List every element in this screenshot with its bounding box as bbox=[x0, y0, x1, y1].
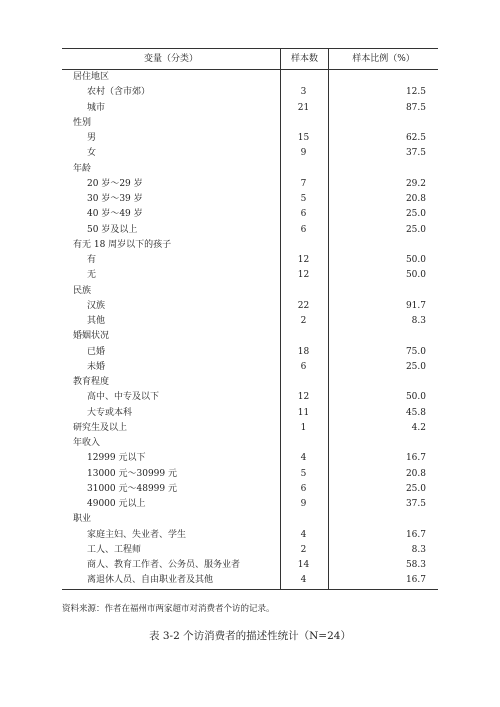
table-row bbox=[62, 238, 438, 253]
table-row bbox=[62, 558, 438, 573]
sample-count-cell: 6 bbox=[281, 360, 329, 375]
table-header-row bbox=[62, 49, 438, 70]
subcategory-label: 有 bbox=[87, 255, 97, 266]
sample-count-cell bbox=[281, 375, 329, 390]
sample-count-cell: 22 bbox=[281, 299, 329, 314]
subcategory-label: 20 岁～29 岁 bbox=[87, 178, 143, 189]
subcategory-label: 其他 bbox=[87, 316, 106, 327]
table-row bbox=[62, 162, 438, 177]
sample-percent-cell: 50.0 bbox=[405, 255, 426, 266]
table-row bbox=[62, 146, 438, 161]
table-row bbox=[62, 85, 438, 100]
subcategory-label: 30 岁～39 岁 bbox=[87, 194, 143, 205]
table-row bbox=[62, 375, 438, 390]
subcategory-label: 离退休人员、自由职业者及其他 bbox=[62, 573, 281, 589]
table-row bbox=[62, 482, 438, 497]
sample-percent-cell bbox=[328, 375, 438, 390]
category-label: 教育程度 bbox=[73, 377, 110, 388]
table-row bbox=[62, 421, 438, 436]
table-caption: 表 3-2 个访消费者的描述性统计（N=24） bbox=[149, 630, 351, 642]
subcategory-label: 高中、中专及以下 bbox=[87, 392, 160, 403]
sample-count-cell bbox=[281, 329, 329, 344]
sample-count-cell: 11 bbox=[281, 406, 329, 421]
category-label: 职业 bbox=[73, 514, 92, 525]
category-label: 年收入 bbox=[73, 438, 101, 449]
subcategory-label: 无 bbox=[87, 270, 97, 281]
sample-percent-cell: 8.3 bbox=[411, 316, 426, 327]
header-sample-count: 样本数 bbox=[281, 49, 329, 70]
sample-count-cell: 9 bbox=[281, 146, 329, 161]
category-label: 年龄 bbox=[73, 163, 92, 174]
sample-percent-cell: 58.3 bbox=[405, 560, 426, 571]
sample-percent-cell: 62.5 bbox=[405, 133, 426, 144]
table-row bbox=[62, 345, 438, 360]
table-row bbox=[62, 101, 438, 116]
sample-percent-cell bbox=[328, 238, 438, 253]
subcategory-label: 49000 元以上 bbox=[87, 499, 146, 510]
sample-percent-cell: 4.2 bbox=[411, 422, 426, 433]
sample-count-cell: 15 bbox=[281, 131, 329, 146]
category-label: 有无 18 周岁以下的孩子 bbox=[73, 239, 172, 250]
sample-count-cell: 12 bbox=[281, 390, 329, 405]
sample-percent-cell bbox=[328, 116, 438, 131]
table-row bbox=[62, 512, 438, 527]
subcategory-label: 男 bbox=[87, 133, 97, 144]
sample-count-cell: 3 bbox=[281, 85, 329, 100]
sample-percent-cell bbox=[328, 329, 438, 344]
sample-percent-cell: 16.7 bbox=[405, 453, 426, 464]
sample-percent-cell bbox=[328, 70, 438, 86]
table-row bbox=[62, 406, 438, 421]
sample-count-cell: 7 bbox=[281, 177, 329, 192]
table-row bbox=[62, 284, 438, 299]
sample-percent-cell bbox=[328, 284, 438, 299]
sample-count-cell: 5 bbox=[281, 467, 329, 482]
subcategory-label: 13000 元～30999 元 bbox=[87, 468, 177, 479]
sample-percent-cell: 50.0 bbox=[405, 392, 426, 403]
table-row bbox=[62, 253, 438, 268]
subcategory-label: 家庭主妇、失业者、学生 bbox=[87, 529, 187, 540]
sample-count-cell: 6 bbox=[281, 223, 329, 238]
table-row bbox=[62, 390, 438, 405]
category-label: 民族 bbox=[73, 285, 92, 296]
table-row bbox=[62, 268, 438, 283]
sample-count-cell bbox=[281, 238, 329, 253]
table-row bbox=[62, 177, 438, 192]
sample-percent-cell: 16.7 bbox=[328, 573, 438, 589]
sample-count-cell bbox=[281, 116, 329, 131]
sample-percent-cell: 16.7 bbox=[405, 529, 426, 540]
sample-count-cell bbox=[281, 512, 329, 527]
sample-count-cell bbox=[281, 70, 329, 86]
sample-count-cell: 5 bbox=[281, 192, 329, 207]
header-sample-percent: 样本比例（%） bbox=[328, 49, 438, 70]
subcategory-label: 31000 元～48999 元 bbox=[87, 483, 177, 494]
sample-percent-cell bbox=[328, 512, 438, 527]
sample-count-cell: 4 bbox=[281, 573, 329, 589]
sample-count-cell: 6 bbox=[281, 207, 329, 222]
table-row bbox=[62, 436, 438, 451]
sample-percent-cell: 20.8 bbox=[405, 468, 426, 479]
sample-count-cell bbox=[281, 436, 329, 451]
source-note: 资料来源：作者在福州市两家超市对消费者个访的记录。 bbox=[62, 604, 275, 614]
subcategory-label: 50 岁及以上 bbox=[87, 224, 138, 235]
category-label: 性别 bbox=[73, 117, 92, 128]
sample-count-cell: 9 bbox=[281, 497, 329, 512]
sample-percent-cell: 37.5 bbox=[405, 499, 426, 510]
header-variable: 变量（分类） bbox=[62, 49, 281, 70]
table-row bbox=[62, 299, 438, 314]
subcategory-label: 40 岁～49 岁 bbox=[87, 209, 143, 220]
category-label: 居住地区 bbox=[73, 72, 110, 83]
table-row bbox=[62, 192, 438, 207]
table-row bbox=[62, 573, 438, 589]
sample-percent-cell: 91.7 bbox=[405, 300, 426, 311]
sample-count-cell: 4 bbox=[281, 451, 329, 466]
sample-count-cell: 12 bbox=[281, 253, 329, 268]
category-label: 研究生及以上 bbox=[73, 422, 128, 433]
table-row bbox=[62, 116, 438, 131]
subcategory-label: 商人、教育工作者、公务员、服务业者 bbox=[87, 560, 241, 571]
subcategory-label: 汉族 bbox=[87, 300, 106, 311]
sample-percent-cell bbox=[328, 162, 438, 177]
subcategory-label: 女 bbox=[87, 148, 97, 159]
descriptive-statistics-table bbox=[62, 48, 438, 590]
sample-percent-cell bbox=[328, 436, 438, 451]
table-row bbox=[62, 451, 438, 466]
sample-percent-cell: 45.8 bbox=[405, 407, 426, 418]
sample-count-cell: 6 bbox=[281, 482, 329, 497]
category-label: 婚姻状况 bbox=[73, 331, 110, 342]
table-row bbox=[62, 467, 438, 482]
sample-count-cell: 4 bbox=[281, 528, 329, 543]
sample-count-cell: 2 bbox=[281, 314, 329, 329]
table-row bbox=[62, 329, 438, 344]
sample-percent-cell: 37.5 bbox=[405, 148, 426, 159]
table-row bbox=[62, 360, 438, 375]
sample-count-cell: 2 bbox=[281, 543, 329, 558]
sample-percent-cell: 25.0 bbox=[405, 224, 426, 235]
sample-percent-cell: 29.2 bbox=[405, 178, 426, 189]
sample-count-cell bbox=[281, 162, 329, 177]
table-body bbox=[62, 70, 438, 590]
sample-percent-cell: 25.0 bbox=[405, 483, 426, 494]
sample-percent-cell: 25.0 bbox=[405, 209, 426, 220]
subcategory-label: 城市 bbox=[87, 102, 106, 113]
sample-count-cell: 18 bbox=[281, 345, 329, 360]
sample-percent-cell: 75.0 bbox=[405, 346, 426, 357]
sample-count-cell bbox=[281, 284, 329, 299]
table-row bbox=[62, 528, 438, 543]
sample-count-cell: 12 bbox=[281, 268, 329, 283]
table-row bbox=[62, 223, 438, 238]
table-row bbox=[62, 543, 438, 558]
table-row bbox=[62, 314, 438, 329]
sample-percent-cell: 25.0 bbox=[405, 361, 426, 372]
sample-percent-cell: 12.5 bbox=[405, 87, 426, 98]
table-row bbox=[62, 497, 438, 512]
sample-percent-cell: 8.3 bbox=[411, 544, 426, 555]
subcategory-label: 农村（含市郊） bbox=[87, 87, 151, 98]
subcategory-label: 工人、工程师 bbox=[87, 544, 142, 555]
subcategory-label: 大专或本科 bbox=[87, 407, 133, 418]
sample-count-cell: 1 bbox=[281, 421, 329, 436]
sample-percent-cell: 20.8 bbox=[405, 194, 426, 205]
sample-count-cell: 14 bbox=[281, 558, 329, 573]
subcategory-label: 未婚 bbox=[87, 361, 106, 372]
table-row bbox=[62, 131, 438, 146]
subcategory-label: 已婚 bbox=[87, 346, 106, 357]
table-row bbox=[62, 207, 438, 222]
sample-percent-cell: 87.5 bbox=[405, 102, 426, 113]
subcategory-label: 12999 元以下 bbox=[87, 453, 146, 464]
sample-count-cell: 21 bbox=[281, 101, 329, 116]
sample-percent-cell: 50.0 bbox=[405, 270, 426, 281]
table-row bbox=[62, 70, 438, 86]
